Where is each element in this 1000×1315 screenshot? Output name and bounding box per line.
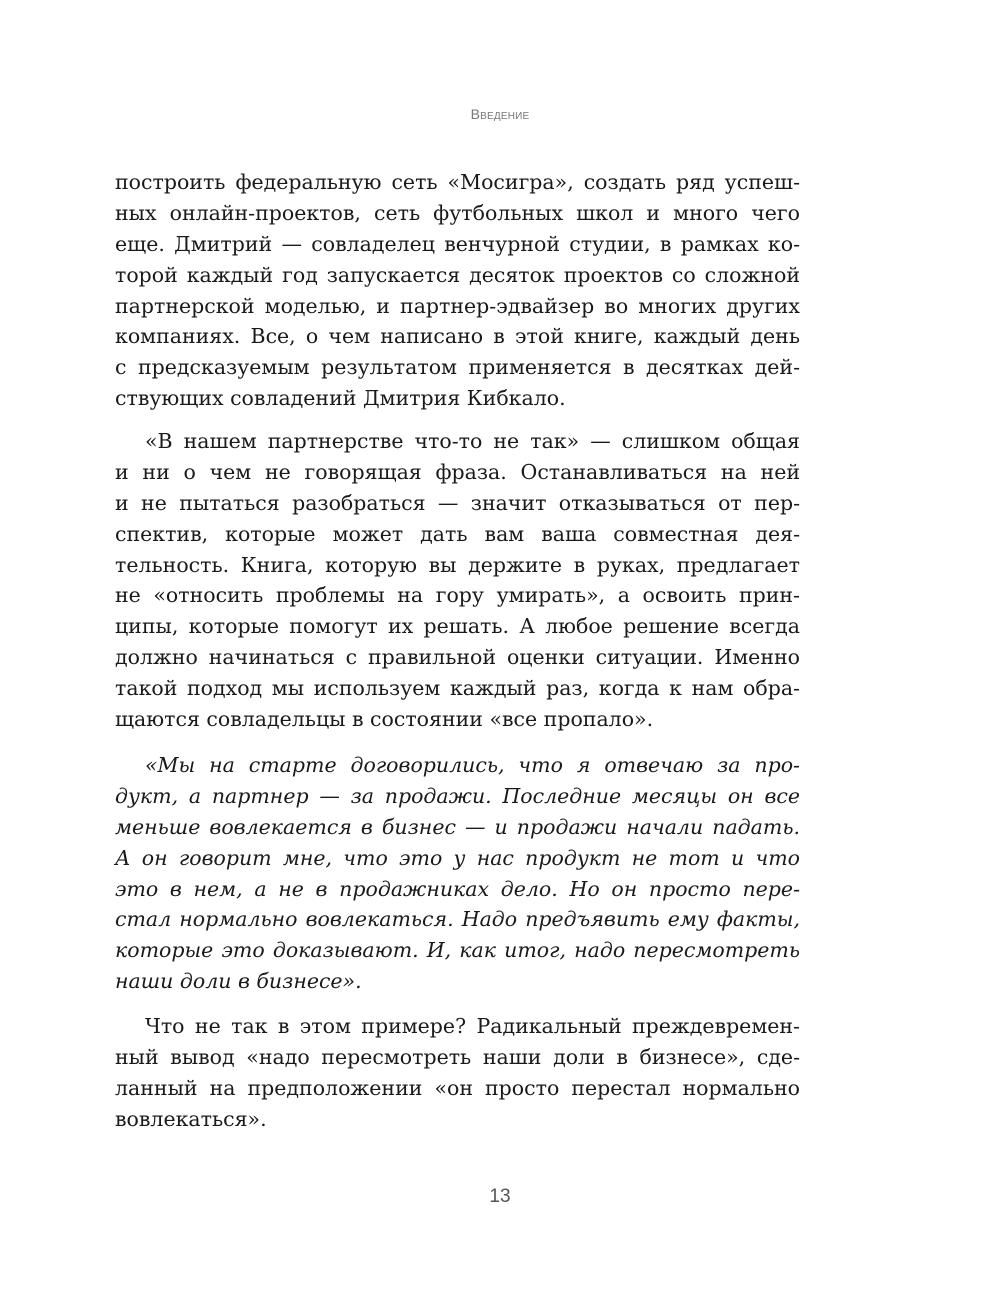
text-line: наши доли в бизнесе». <box>115 969 362 994</box>
text-line: меньше вовлекается в бизнес — и продажи начали падать. <box>115 814 800 839</box>
text-line: ный вывод «надо пересмотреть наши доли в бизнесе», сде- <box>115 1044 800 1069</box>
text-line: дукт, а партнер — за продажи. Последние месяцы он все <box>115 783 800 808</box>
text-line: и не пытаться разобраться — значит отказываться от пер- <box>115 490 800 515</box>
text-line: Что не так в этом примере? Радикальный преждевремен- <box>145 1014 800 1038</box>
paragraph-4 <box>115 1011 800 1135</box>
page-number: 13 <box>489 1186 511 1207</box>
text-line: такой подход мы используем каждый раз, когда к нам обра- <box>115 676 800 701</box>
text-line: ланный на предположении «он просто перестал нормально <box>115 1075 800 1100</box>
paragraph-1 <box>115 167 800 414</box>
paragraph-2 <box>115 426 800 735</box>
text-line: щаются совладельцы в состоянии «все пропало». <box>115 707 654 732</box>
text-line: это в нем, а не в продажниках дело. Но он просто пере- <box>115 876 800 901</box>
text-line: не «относить проблемы на гору умирать», а освоить прин- <box>115 583 800 608</box>
text-line: ных онлайн-проектов, сеть футбольных школ и много чего <box>115 200 800 225</box>
quote-paragraph <box>115 750 800 997</box>
text-line: и ни о чем не говорящая фраза. Останавливаться на ней <box>115 459 800 484</box>
text-line: стал нормально вовлекаться. Надо предъявить ему факты, <box>115 907 800 932</box>
text-line: тельность. Книга, которую вы держите в руках, предлагает <box>115 552 800 577</box>
text-line: которые это доказывают. И, как итог, надо пересмотреть <box>115 938 800 963</box>
text-line: построить федеральную сеть «Мосигра», создать ряд успеш- <box>115 170 800 194</box>
text-line: торой каждый год запускается десяток проектов со сложной <box>115 262 800 287</box>
text-line: вовлекаться». <box>115 1106 267 1131</box>
text-line: ствующих совладений Дмитрия Кибкало. <box>115 386 566 411</box>
text-line: «Мы на старте договорились, что я отвечаю за про- <box>145 753 800 777</box>
text-line: должно начинаться с правильной оценки ситуации. Именно <box>115 645 800 670</box>
text-line: компаниях. Все, о чем написано в этой книге, каждый день <box>115 324 800 349</box>
text-line: «В нашем партнерстве что-то не так» — слишком общая <box>145 429 800 453</box>
text-line: А он говорит мне, что это у нас продукт не тот и что <box>115 845 800 870</box>
text-line: еще. Дмитрий — совладелец венчурной студии, в рамках ко- <box>115 231 800 256</box>
text-line: партнерской моделью, и партнер-эдвайзер во многих других <box>115 293 800 318</box>
running-header: Введение <box>470 106 530 122</box>
text-line: спектив, которые может дать вам ваша совместная дея- <box>115 521 800 546</box>
text-line: с предсказуемым результатом применяется в десятках дей- <box>115 355 800 380</box>
text-line: ципы, которые помогут их решать. А любое решение всегда <box>115 614 800 639</box>
